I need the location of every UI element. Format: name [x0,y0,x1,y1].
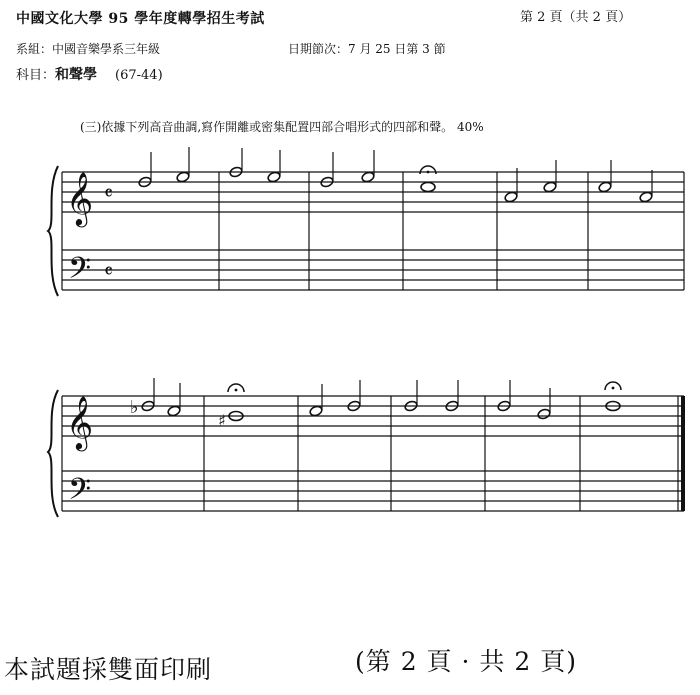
print-note: 本試題採雙面印刷 [4,655,213,684]
melody-note [229,148,243,178]
sharp-icon: ♯ [218,411,226,430]
exam-title: 中國文化大學 95 學年度轉學招生考試 [16,11,265,27]
bass-clef-icon: 𝄢 [68,473,92,514]
system-1 [48,147,684,296]
grand-staff-brace-1 [48,166,58,296]
time-signature-treble-1: 𝄴 [104,181,113,205]
flat-icon: ♭ [130,397,139,418]
treble-clef-icon: 𝄞 [66,395,94,449]
melody-note [504,168,518,203]
melody-note [309,384,323,417]
final-barline [681,396,685,511]
melody-system-1 [138,147,653,203]
melody-note [176,147,190,183]
treble-staff-2 [62,396,684,436]
grand-staff-brace-2 [48,390,58,517]
melody-note [167,383,181,417]
system-2 [48,378,685,517]
melody-note [598,160,612,193]
melody-note [543,160,557,193]
question-instruction: (三)依據下列高音曲調,寫作開離或密集配置四部合唱形式的四部和聲。 40% [80,120,484,134]
melody-note [639,170,653,203]
melody-note [361,150,375,183]
melody-note [141,378,155,412]
subject-code: (67-44) [115,68,163,83]
melody-note [267,150,281,183]
footer-page-indicator: (第 2 頁 · 共 2 頁) [355,647,577,676]
melody-note [537,388,551,420]
time-signature-bass-1: 𝄴 [104,259,113,283]
treble-clef-icon: 𝄞 [66,171,94,225]
page-indicator: 第 2 頁（共 2 頁） [520,10,632,25]
bass-staff-1 [62,250,684,290]
melody-note-fermata [421,183,435,192]
subject-label: 科目： [16,68,56,83]
subject-name: 和聲學 [55,67,98,83]
bass-clef-icon: 𝄢 [68,252,92,293]
date-session-line: 日期節次：7 月 25 日第 3 節 [288,42,446,56]
department-line: 系組：中國音樂學系三年級 [16,42,161,56]
bass-staff-2 [62,471,684,511]
